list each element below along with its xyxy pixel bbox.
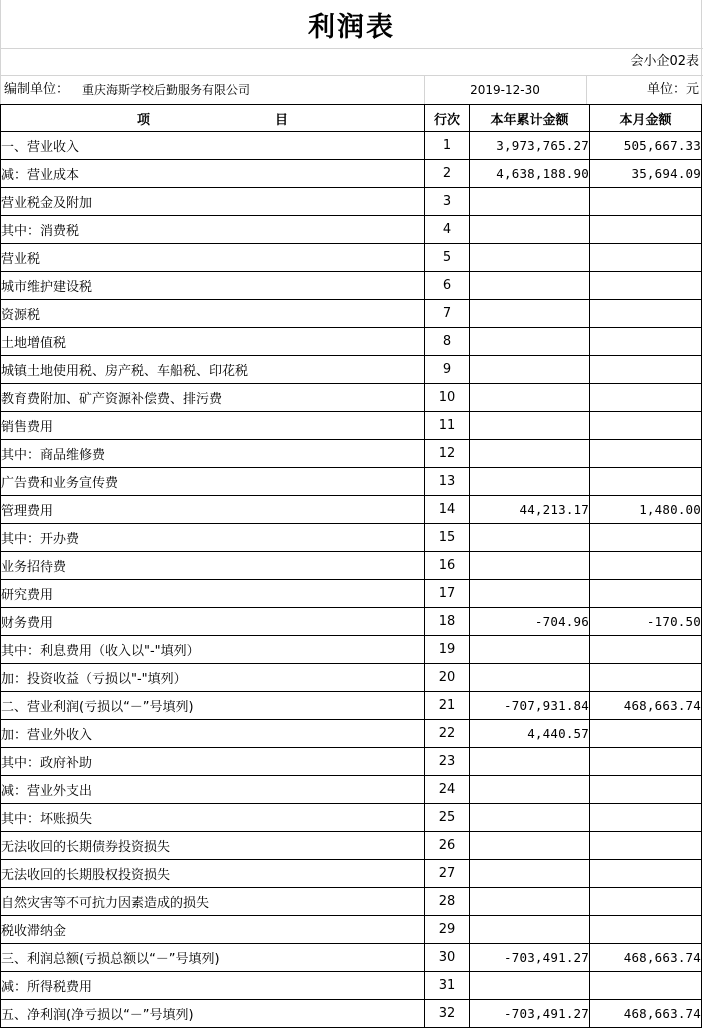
row-line-no: 25 — [425, 804, 470, 832]
row-ytd-amount: -703,491.27 — [470, 944, 590, 972]
row-line-no: 31 — [425, 972, 470, 1000]
row-item-label: 其中：坏账损失 — [1, 804, 425, 832]
row-line-no: 28 — [425, 888, 470, 916]
row-month-amount: 468,663.74 — [590, 692, 702, 720]
row-month-amount — [590, 832, 702, 860]
table-row — [1, 832, 702, 860]
row-line-no: 10 — [425, 384, 470, 412]
row-ytd-amount: 3,973,765.27 — [470, 132, 590, 160]
row-item-label: 税收滞纳金 — [1, 916, 425, 944]
row-ytd-amount: -703,491.27 — [470, 1000, 590, 1028]
row-line-no: 18 — [425, 608, 470, 636]
row-ytd-amount: 44,213.17 — [470, 496, 590, 524]
table-row — [1, 636, 702, 664]
row-line-no: 4 — [425, 216, 470, 244]
row-month-amount — [590, 580, 702, 608]
row-ytd-amount — [470, 776, 590, 804]
table-row — [1, 1000, 702, 1028]
table-row — [1, 524, 702, 552]
row-item-label: 一、营业收入 — [1, 132, 425, 160]
row-month-amount — [590, 468, 702, 496]
header-item-char-1: 项 — [136, 112, 150, 128]
table-row — [1, 188, 702, 216]
row-month-amount — [590, 272, 702, 300]
row-month-amount — [590, 412, 702, 440]
row-line-no: 24 — [425, 776, 470, 804]
row-line-no: 8 — [425, 328, 470, 356]
header-ytd-amount: 本年累计金额 — [470, 105, 590, 132]
row-month-amount — [590, 300, 702, 328]
row-line-no: 26 — [425, 832, 470, 860]
row-item-label: 城镇土地使用税、房产税、车船税、印花税 — [1, 356, 425, 384]
header-item-char-2: 目 — [275, 112, 289, 128]
header-line-no: 行次 — [425, 105, 470, 132]
row-item-label: 土地增值税 — [1, 328, 425, 356]
table-row — [1, 916, 702, 944]
row-month-amount: -170.50 — [590, 608, 702, 636]
row-item-label: 无法收回的长期股权投资损失 — [1, 860, 425, 888]
row-month-amount — [590, 636, 702, 664]
row-ytd-amount — [470, 916, 590, 944]
row-ytd-amount: 4,638,188.90 — [470, 160, 590, 188]
row-ytd-amount — [470, 860, 590, 888]
row-month-amount — [590, 748, 702, 776]
report-meta-row — [0, 77, 703, 103]
row-month-amount — [590, 328, 702, 356]
row-line-no: 16 — [425, 552, 470, 580]
row-month-amount — [590, 916, 702, 944]
table-row — [1, 944, 702, 972]
table-row — [1, 272, 702, 300]
row-item-label: 其中：开办费 — [1, 524, 425, 552]
table-row — [1, 440, 702, 468]
table-header-row — [1, 105, 702, 132]
row-line-no: 23 — [425, 748, 470, 776]
row-item-label: 加：营业外收入 — [1, 720, 425, 748]
row-ytd-amount — [470, 244, 590, 272]
table-row — [1, 804, 702, 832]
row-ytd-amount — [470, 552, 590, 580]
table-row — [1, 860, 702, 888]
row-ytd-amount — [470, 832, 590, 860]
row-ytd-amount: -707,931.84 — [470, 692, 590, 720]
row-line-no: 32 — [425, 1000, 470, 1028]
row-line-no: 27 — [425, 860, 470, 888]
row-ytd-amount — [470, 972, 590, 1000]
table-row — [1, 160, 702, 188]
row-item-label: 二、营业利润(亏损以“－”号填列) — [1, 692, 425, 720]
row-month-amount — [590, 888, 702, 916]
row-month-amount — [590, 384, 702, 412]
row-ytd-amount — [470, 300, 590, 328]
row-line-no: 14 — [425, 496, 470, 524]
row-month-amount — [590, 440, 702, 468]
row-ytd-amount — [470, 748, 590, 776]
table-row — [1, 748, 702, 776]
row-line-no: 13 — [425, 468, 470, 496]
row-ytd-amount: -704.96 — [470, 608, 590, 636]
row-line-no: 12 — [425, 440, 470, 468]
report-date: 2019-12-30 — [470, 83, 540, 97]
row-line-no: 20 — [425, 664, 470, 692]
row-item-label: 研究费用 — [1, 580, 425, 608]
row-line-no: 11 — [425, 412, 470, 440]
row-month-amount: 468,663.74 — [590, 944, 702, 972]
row-item-label: 其中：消费税 — [1, 216, 425, 244]
row-item-label: 教育费附加、矿产资源补偿费、排污费 — [1, 384, 425, 412]
row-item-label: 管理费用 — [1, 496, 425, 524]
row-ytd-amount — [470, 356, 590, 384]
report-title: 利润表 — [308, 12, 395, 43]
row-ytd-amount — [470, 412, 590, 440]
row-month-amount: 505,667.33 — [590, 132, 702, 160]
row-line-no: 7 — [425, 300, 470, 328]
header-month-amount: 本月金额 — [590, 105, 702, 132]
row-item-label: 广告费和业务宣传费 — [1, 468, 425, 496]
row-ytd-amount — [470, 524, 590, 552]
row-item-label: 业务招待费 — [1, 552, 425, 580]
row-month-amount — [590, 356, 702, 384]
row-item-label: 自然灾害等不可抗力因素造成的损失 — [1, 888, 425, 916]
row-ytd-amount — [470, 440, 590, 468]
row-line-no: 5 — [425, 244, 470, 272]
currency-unit: 单位：元 — [646, 82, 699, 97]
row-line-no: 9 — [425, 356, 470, 384]
table-row — [1, 552, 702, 580]
row-line-no: 19 — [425, 636, 470, 664]
table-row — [1, 608, 702, 636]
row-month-amount — [590, 776, 702, 804]
row-month-amount — [590, 188, 702, 216]
row-month-amount — [590, 524, 702, 552]
table-row — [1, 664, 702, 692]
row-month-amount — [590, 720, 702, 748]
row-item-label: 其中：利息费用（收入以"-"填列） — [1, 636, 425, 664]
row-ytd-amount — [470, 580, 590, 608]
row-ytd-amount: 4,440.57 — [470, 720, 590, 748]
row-month-amount — [590, 216, 702, 244]
row-line-no: 15 — [425, 524, 470, 552]
row-line-no: 29 — [425, 916, 470, 944]
row-item-label: 营业税 — [1, 244, 425, 272]
row-item-label: 减：营业外支出 — [1, 776, 425, 804]
row-month-amount — [590, 552, 702, 580]
row-line-no: 3 — [425, 188, 470, 216]
row-line-no: 2 — [425, 160, 470, 188]
row-line-no: 6 — [425, 272, 470, 300]
row-month-amount — [590, 244, 702, 272]
row-item-label: 城市维护建设税 — [1, 272, 425, 300]
table-row — [1, 412, 702, 440]
row-item-label: 营业税金及附加 — [1, 188, 425, 216]
row-ytd-amount — [470, 804, 590, 832]
row-item-label: 减：所得税费用 — [1, 972, 425, 1000]
form-code: 会小企02表 — [630, 54, 699, 69]
row-month-amount: 468,663.74 — [590, 1000, 702, 1028]
row-item-label: 减：营业成本 — [1, 160, 425, 188]
row-month-amount — [590, 804, 702, 832]
row-line-no: 30 — [425, 944, 470, 972]
row-item-label: 其中：政府补助 — [1, 748, 425, 776]
row-item-label: 三、利润总额(亏损总额以“－”号填列) — [1, 944, 425, 972]
row-ytd-amount — [470, 272, 590, 300]
row-line-no: 1 — [425, 132, 470, 160]
table-row — [1, 692, 702, 720]
table-row — [1, 972, 702, 1000]
income-statement-table — [0, 104, 702, 1028]
row-ytd-amount — [470, 328, 590, 356]
row-item-label: 其中：商品维修费 — [1, 440, 425, 468]
table-row — [1, 384, 702, 412]
table-row — [1, 888, 702, 916]
row-item-label: 销售费用 — [1, 412, 425, 440]
row-item-label: 五、净利润(净亏损以“－”号填列) — [1, 1000, 425, 1028]
table-row — [1, 356, 702, 384]
row-line-no: 22 — [425, 720, 470, 748]
row-month-amount — [590, 860, 702, 888]
row-ytd-amount — [470, 384, 590, 412]
table-row — [1, 468, 702, 496]
table-row — [1, 580, 702, 608]
row-month-amount: 35,694.09 — [590, 160, 702, 188]
table-row — [1, 720, 702, 748]
table-row — [1, 776, 702, 804]
row-month-amount — [590, 972, 702, 1000]
row-ytd-amount — [470, 664, 590, 692]
row-ytd-amount — [470, 636, 590, 664]
row-ytd-amount — [470, 468, 590, 496]
row-ytd-amount — [470, 188, 590, 216]
preparer-name: 重庆海斯学校后勤服务有限公司 — [82, 83, 251, 97]
row-item-label: 加：投资收益（亏损以"-"填列） — [1, 664, 425, 692]
row-month-amount — [590, 664, 702, 692]
table-row — [1, 244, 702, 272]
table-row — [1, 300, 702, 328]
table-row — [1, 328, 702, 356]
header-item — [1, 105, 425, 132]
row-line-no: 17 — [425, 580, 470, 608]
row-month-amount: 1,480.00 — [590, 496, 702, 524]
row-ytd-amount — [470, 216, 590, 244]
preparer-label: 编制单位： — [4, 82, 70, 97]
table-row — [1, 496, 702, 524]
row-ytd-amount — [470, 888, 590, 916]
row-line-no: 21 — [425, 692, 470, 720]
table-row — [1, 132, 702, 160]
row-item-label: 财务费用 — [1, 608, 425, 636]
table-row — [1, 216, 702, 244]
row-item-label: 资源税 — [1, 300, 425, 328]
row-item-label: 无法收回的长期债券投资损失 — [1, 832, 425, 860]
